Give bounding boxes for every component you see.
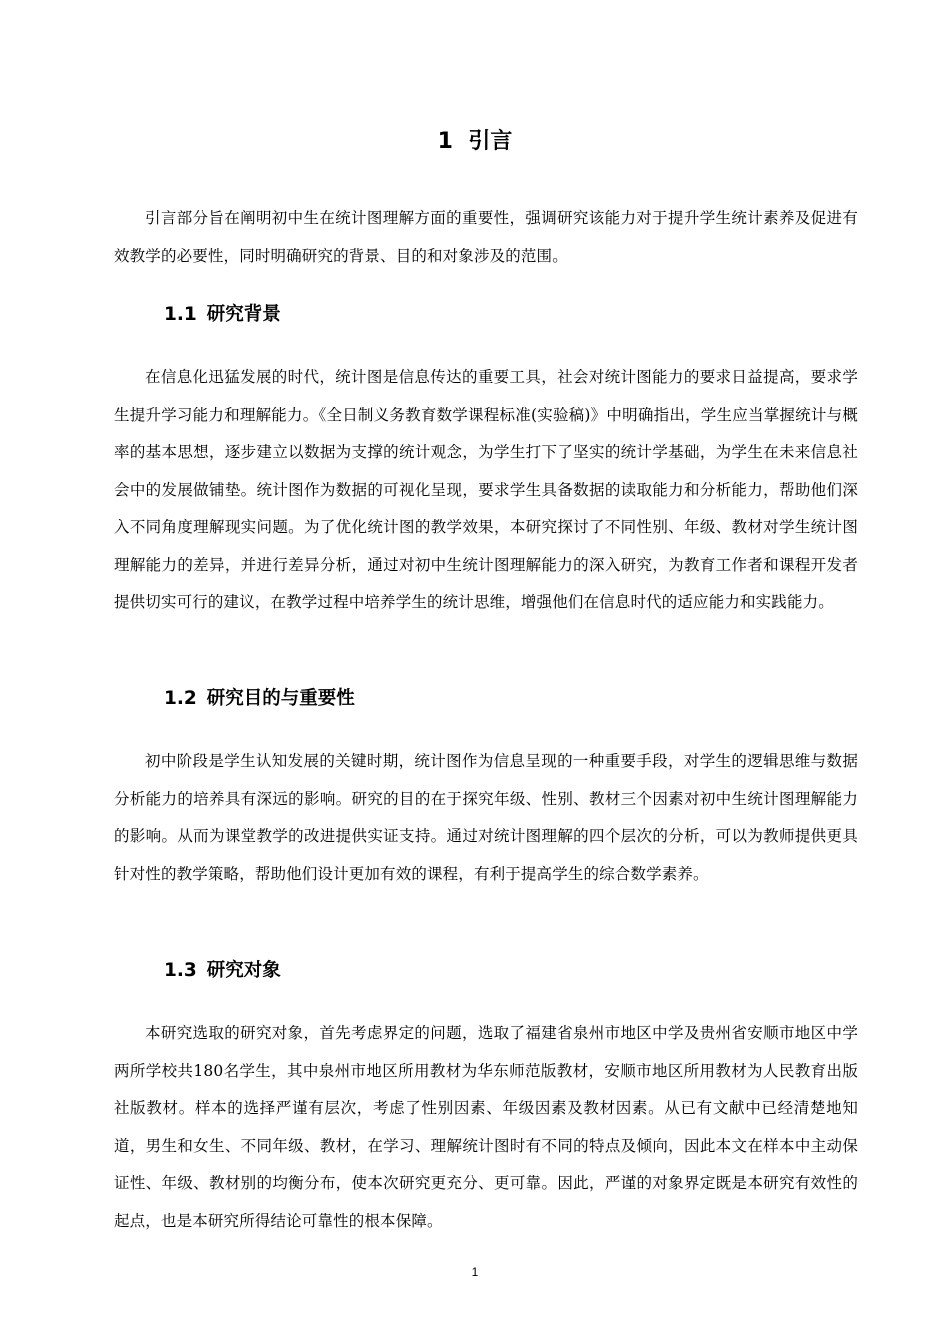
section-1-3-paragraph: 本研究选取的研究对象，首先考虑界定的问题，选取了福建省泉州市地区中学及贵州省安顺市地区中学两所学校共180名学生，其中泉州市地区所用教材为华东师范版教材，安顺市地区所用教材为人民教育出版社版教材。样本的选择严谨有层次，考虑了性别因素、年级因素及教材因素。从已有文献中已经清楚地知道，男生和女生、不同年级、教材，在学习、理解统计图时有不同的特点及倾向，因此本文在样本中主动保证性、年级、教材别的均衡分布，使本次研究更充分、更可靠。因此，严谨的对象界定既是本研究有效性的起点，也是本研究所得结论可靠性的根本保障。 <box>114 1024 858 1230</box>
chapter-title-text: 引言 <box>468 129 513 154</box>
section-title: 研究背景 <box>206 304 281 325</box>
section-1-2-paragraph: 初中阶段是学生认知发展的关键时期，统计图作为信息呈现的一种重要手段，对学生的逻辑思维与数据分析能力的培养具有深远的影响。研究的目的在于探究年级、性别、教材三个因素对初中生统计图理解能力的影响。从而为课堂教学的改进提供实证支持。通过对统计图理解的四个层次的分析，可以为教师提供更具针对性的教学策略，帮助他们设计更加有效的课程，有利于提高学生的综合数学素养。 <box>114 752 858 883</box>
section-heading-1-3 <box>164 957 281 985</box>
section-number: 1.1 <box>164 304 197 325</box>
section-heading-1-2 <box>164 685 355 713</box>
section-heading-1-1 <box>164 301 281 329</box>
chapter-number: 1 <box>437 129 453 154</box>
intro-paragraph: 引言部分旨在阐明初中生在统计图理解方面的重要性，强调研究该能力对于提升学生统计素养及促进有效教学的必要性，同时明确研究的背景、目的和对象涉及的范围。 <box>114 209 858 265</box>
section-number: 1.2 <box>164 688 197 709</box>
section-number: 1.3 <box>164 960 197 981</box>
chapter-title <box>0 126 950 158</box>
page-number: 1 <box>471 1265 479 1279</box>
section-title: 研究对象 <box>206 960 281 981</box>
section-1-1-paragraph: 在信息化迅猛发展的时代，统计图是信息传达的重要工具，社会对统计图能力的要求日益提高，要求学生提升学习能力和理解能力。《全日制义务教育数学课程标准(实验稿)》中明确指出，学生应当掌握统计与概率的基本思想，逐步建立以数据为支撑的统计观念，为学生打下了坚实的统计学基础，为学生在未来信息社会中的发展做铺垫。统计图作为数据的可视化呈现，要求学生具备数据的读取能力和分析能力，帮助他们深入不同角度理解现实问题。为了优化统计图的教学效果，本研究探讨了不同性别、年级、教材对学生统计图理解能力的差异，并进行差异分析，通过对初中生统计图理解能力的深入研究，为教育工作者和课程开发者提供切实可行的建议，在教学过程中培养学生的统计思维，增强他们在信息时代的适应能力和实践能力。 <box>114 368 858 611</box>
section-title: 研究目的与重要性 <box>206 688 355 709</box>
